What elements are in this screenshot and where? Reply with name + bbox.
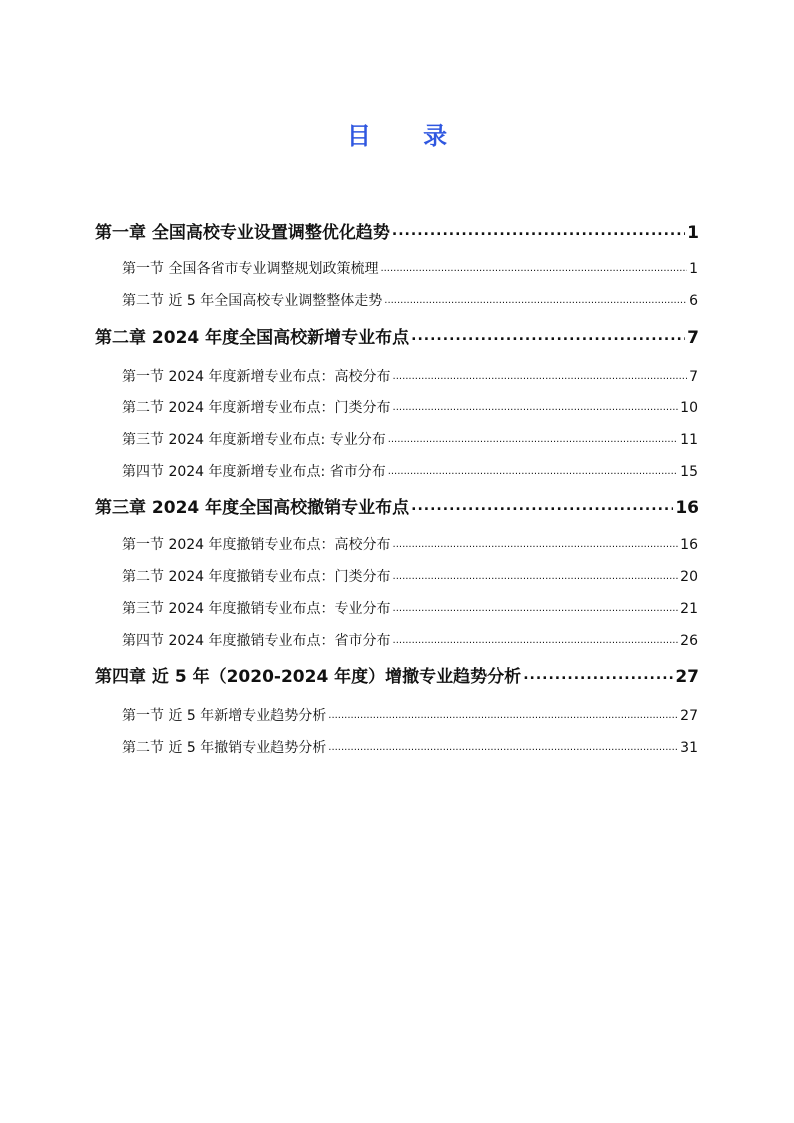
toc-entry-label: 第一章 全国高校专业设置调整优化趋势 (95, 223, 390, 243)
dot-leader (393, 398, 679, 412)
dot-leader (393, 599, 679, 613)
toc-entry-label: 第一节 全国各省市专业调整规划政策梳理 (122, 261, 379, 277)
dot-leader (523, 665, 673, 682)
toc-entry-label: 第二章 2024 年度全国高校新增专业布点 (95, 328, 410, 348)
toc-entry-label: 第二节 近 5 年撤销专业趋势分析 (122, 740, 327, 756)
toc-entry[interactable] (122, 366, 698, 386)
toc-page-number: 1 (689, 261, 698, 277)
toc-page-number: 16 (675, 498, 699, 518)
dot-leader (380, 259, 687, 273)
toc-page-number: 27 (680, 708, 698, 724)
toc-entry[interactable] (122, 566, 698, 586)
toc-entry-label: 第四节 2024 年度新增专业布点: 省市分布 (122, 464, 386, 480)
toc-entry[interactable] (95, 493, 699, 518)
toc-entry-label: 第三章 2024 年度全国高校撤销专业布点 (95, 498, 410, 518)
toc-page-number: 26 (680, 633, 698, 649)
toc-page-number: 7 (689, 369, 698, 385)
toc-page-number: 6 (689, 293, 698, 309)
toc-entry-label: 第一节 2024 年度撤销专业布点：高校分布 (122, 537, 391, 553)
dot-leader (388, 462, 678, 476)
toc-entry-label: 第三节 2024 年度新增专业布点: 专业分布 (122, 432, 386, 448)
toc-page-number: 27 (675, 667, 699, 687)
dot-leader (384, 291, 687, 305)
toc-entry-label: 第四节 2024 年度撤销专业布点：省市分布 (122, 633, 391, 649)
toc-page-number: 15 (680, 464, 698, 480)
toc-entry[interactable] (122, 630, 698, 650)
dot-leader (393, 535, 679, 549)
toc-entry[interactable] (95, 323, 699, 348)
toc-page-number: 20 (680, 569, 698, 585)
dot-leader (392, 221, 685, 238)
toc-entry[interactable] (122, 598, 698, 618)
dot-leader (411, 496, 673, 513)
toc-entry[interactable] (122, 705, 698, 725)
toc-page-number: 31 (680, 740, 698, 756)
toc-page-number: 1 (687, 223, 699, 243)
toc-page-number: 10 (680, 400, 698, 416)
toc-page-number: 16 (680, 537, 698, 553)
toc-entry[interactable] (122, 429, 698, 449)
toc-entry-label: 第四章 近 5 年（2020-2024 年度）增撤专业趋势分析 (95, 667, 522, 687)
dot-leader (393, 567, 679, 581)
toc-entry-label: 第一节 近 5 年新增专业趋势分析 (122, 708, 327, 724)
toc-entry-label: 第二节 2024 年度新增专业布点：门类分布 (122, 400, 391, 416)
dot-leader (393, 631, 679, 645)
toc-entry[interactable] (122, 258, 698, 278)
toc-entry[interactable] (122, 461, 698, 481)
dot-leader (388, 430, 678, 444)
toc-entry-label: 第一节 2024 年度新增专业布点：高校分布 (122, 369, 391, 385)
toc-entry-label: 第三节 2024 年度撤销专业布点：专业分布 (122, 601, 391, 617)
toc-entry[interactable] (122, 737, 698, 757)
toc-page-number: 7 (687, 328, 699, 348)
toc-entry[interactable] (122, 397, 698, 417)
dot-leader (411, 326, 685, 343)
toc-entry[interactable] (95, 662, 699, 687)
dot-leader (328, 738, 678, 752)
page-title: 目 录 (346, 122, 470, 150)
toc-entry[interactable] (95, 218, 699, 243)
toc-entry[interactable] (122, 534, 698, 554)
dot-leader (393, 367, 688, 381)
toc-page-number: 11 (680, 432, 698, 448)
dot-leader (328, 706, 678, 720)
toc-entry-label: 第二节 近 5 年全国高校专业调整整体走势 (122, 293, 383, 309)
toc-entry-label: 第二节 2024 年度撤销专业布点：门类分布 (122, 569, 391, 585)
toc-entry[interactable] (122, 290, 698, 310)
toc-page-number: 21 (680, 601, 698, 617)
